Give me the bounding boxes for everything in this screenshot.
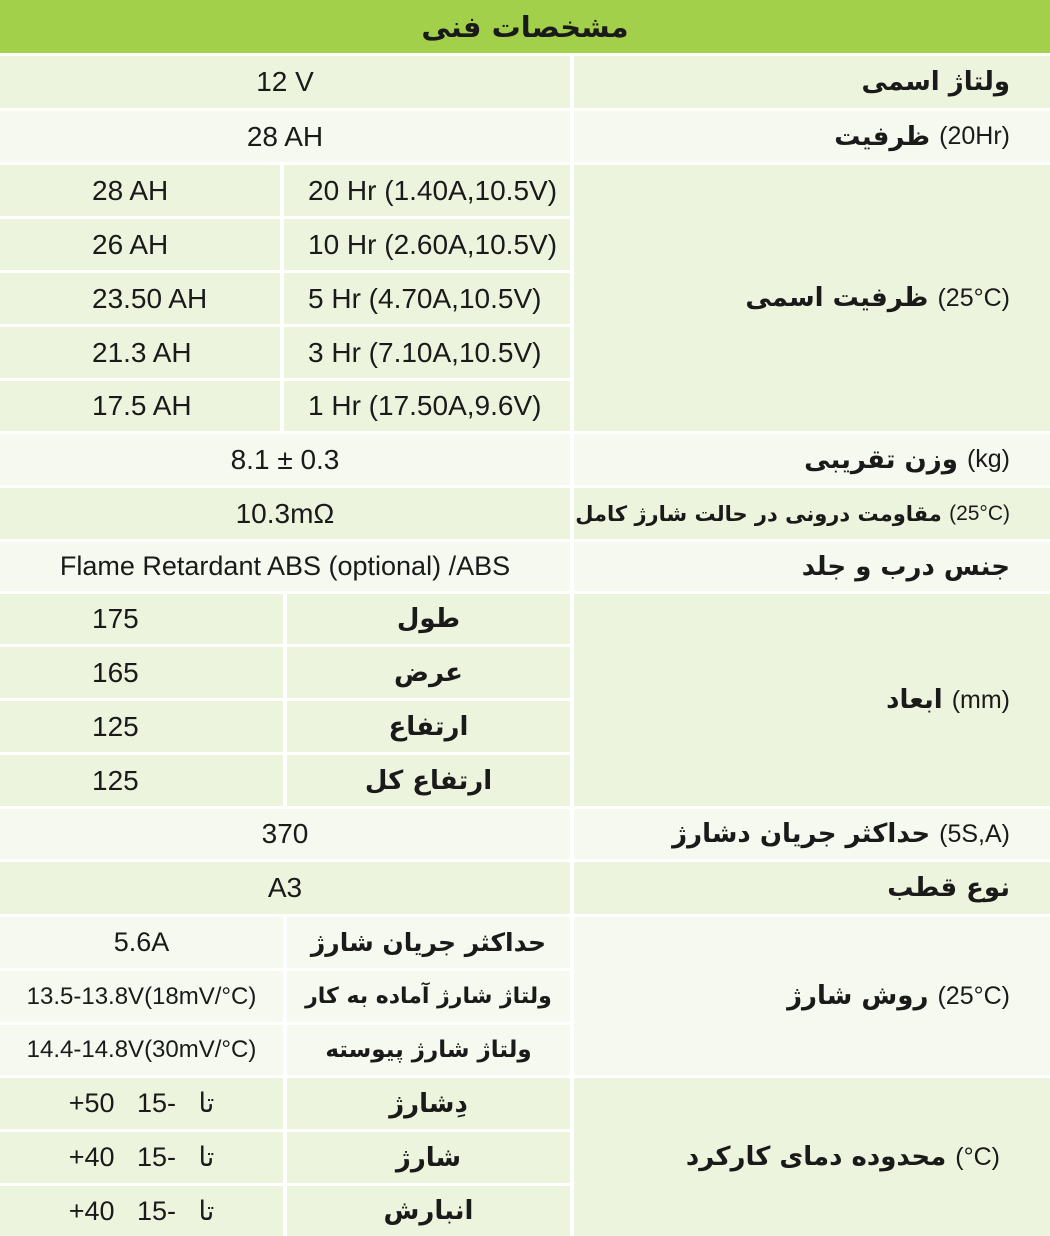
nominal-voltage-label	[574, 56, 1050, 108]
internal-resistance-label	[574, 488, 1050, 539]
max-discharge-current-label	[574, 809, 1050, 859]
operating-temperature-unit: (°C)	[955, 1142, 1000, 1171]
charge-max-current-value: 5.6A	[0, 917, 283, 968]
charge-max-current-label: حداکثر جریان شارژ	[287, 917, 570, 968]
internal-resistance-label-text: مقاومت درونی در حالت شارژ کامل	[575, 501, 942, 526]
dimensions-label	[574, 594, 1050, 806]
case-material-value: Flame Retardant ABS (optional) /ABS	[0, 542, 570, 591]
case-material-label	[574, 542, 1050, 591]
temp-storage-label: انبارش	[287, 1186, 570, 1236]
dimensions-width-value: 165	[0, 647, 283, 698]
dimensions-total-height-value: 125	[0, 755, 283, 806]
table-title: مشخصات فنی	[0, 0, 1050, 53]
nominal-voltage-value: 12 V	[0, 56, 570, 108]
terminal-type-label	[574, 862, 1050, 914]
nominal-capacity-value-1: 28 AH	[0, 165, 280, 216]
nominal-capacity-rate-1: 20 Hr (1.40A,10.5V)	[284, 165, 570, 216]
dimensions-length-label: طول	[287, 594, 570, 644]
capacity-unit: (20Hr)	[939, 122, 1010, 150]
weight-value: 8.1 ± 0.3	[0, 434, 570, 485]
temp-discharge-label: دِشارژ	[287, 1078, 570, 1129]
max-discharge-current-label-text: حداکثر جریان دشارژ	[672, 819, 931, 849]
nominal-capacity-value-4: 21.3 AH	[0, 327, 280, 378]
charge-cyclic-voltage-value: 14.4-14.8V(30mV/°C)	[0, 1025, 283, 1075]
dimensions-height-label: ارتفاع	[287, 701, 570, 752]
dimensions-total-height-label: ارتفاع کل	[287, 755, 570, 806]
nominal-capacity-value-5: 17.5 AH	[0, 381, 280, 431]
weight-label-text: وزن تقریبی	[804, 444, 958, 475]
charge-method-label	[574, 917, 1050, 1075]
max-discharge-current-value: 370	[0, 809, 570, 859]
temp-discharge-value: +50 تا -15	[0, 1078, 283, 1129]
charge-cyclic-voltage-label: ولتاژ شارژ پیوسته	[287, 1025, 570, 1075]
nominal-capacity-value-3: 23.50 AH	[0, 273, 280, 324]
terminal-type-value: A3	[0, 862, 570, 914]
terminal-type-label-text: نوع قطب	[887, 873, 1010, 903]
nominal-capacity-value-2: 26 AH	[0, 219, 280, 270]
dimensions-length-value: 175	[0, 594, 283, 644]
nominal-capacity-label-text: ظرفیت اسمی	[745, 283, 929, 313]
internal-resistance-unit: (25°C)	[949, 501, 1010, 525]
case-material-label-text: جنس درب و جلد	[801, 551, 1010, 582]
nominal-capacity-unit: (25°C)	[937, 283, 1010, 312]
weight-unit: (kg)	[966, 445, 1010, 473]
nominal-voltage-label-text: ولتاژ اسمی	[861, 67, 1010, 97]
capacity-value: 28 AH	[0, 111, 570, 162]
temp-charge-label: شارژ	[287, 1132, 570, 1183]
nominal-capacity-rate-2: 10 Hr (2.60A,10.5V)	[284, 219, 570, 270]
dimensions-label-text: ابعاد	[886, 685, 943, 715]
nominal-capacity-rate-5: 1 Hr (17.50A,9.6V)	[284, 381, 570, 431]
nominal-capacity-rate-4: 3 Hr (7.10A,10.5V)	[284, 327, 570, 378]
capacity-label-text: ظرفیت	[834, 121, 931, 152]
dimensions-unit: (mm)	[951, 685, 1010, 714]
internal-resistance-value: 10.3mΩ	[0, 488, 570, 539]
operating-temperature-label	[574, 1078, 1050, 1236]
capacity-label	[574, 111, 1050, 162]
weight-label	[574, 434, 1050, 485]
nominal-capacity-label	[574, 165, 1050, 431]
charge-method-label-text: روش شارژ	[787, 981, 929, 1011]
max-discharge-current-unit: (5S,A)	[939, 819, 1010, 848]
temp-storage-value: +40 تا -15	[0, 1186, 283, 1236]
charge-method-unit: (25°C)	[937, 981, 1010, 1010]
dimensions-height-value: 125	[0, 701, 283, 752]
charge-standby-voltage-value: 13.5-13.8V(18mV/°C)	[0, 971, 283, 1022]
charge-standby-voltage-label: ولتاژ شارژ آماده به کار	[287, 971, 570, 1022]
temp-charge-value: +40 تا -15	[0, 1132, 283, 1183]
nominal-capacity-rate-3: 5 Hr (4.70A,10.5V)	[284, 273, 570, 324]
operating-temperature-label-text: محدوده دمای کارکرد	[685, 1142, 947, 1172]
dimensions-width-label: عرض	[287, 647, 570, 698]
